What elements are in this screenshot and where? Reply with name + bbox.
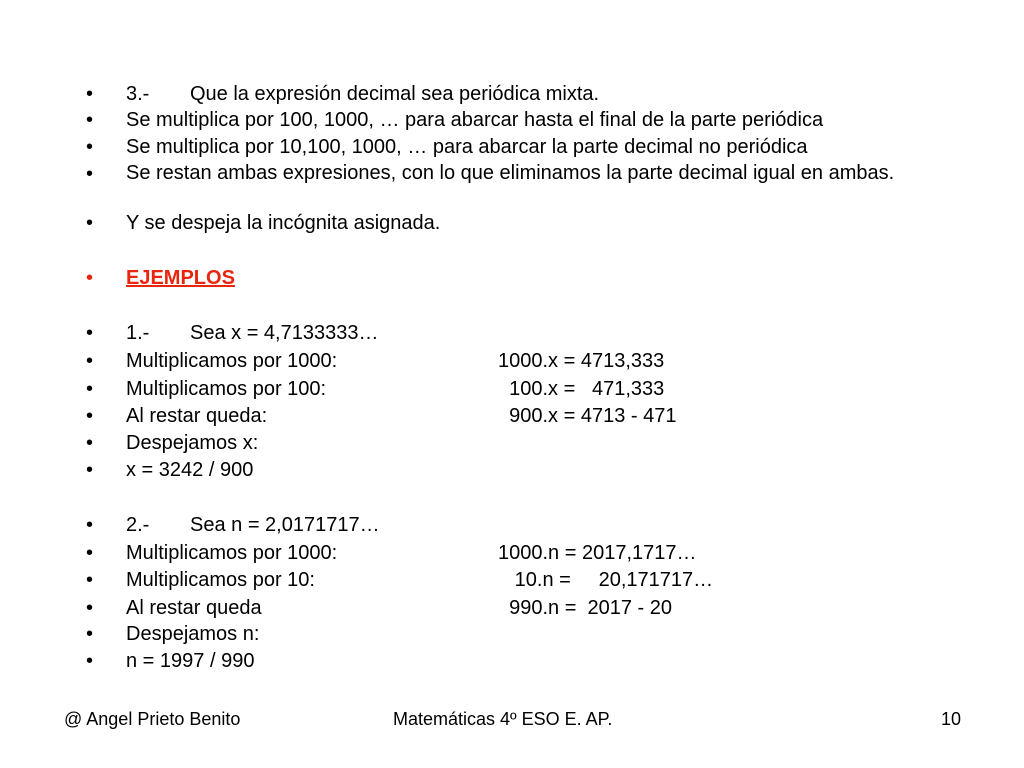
ex2-multiply-2 [0,568,1024,598]
step-value: 10.n = 20,171717… [498,569,714,591]
ex1-definition [0,321,1024,351]
footer-author: @ Angel Prieto Benito [64,709,241,729]
ex2-solve [0,622,1024,652]
ex2-definition [0,513,1024,543]
ex1-solve [0,431,1024,461]
bullet: • [86,212,94,234]
bullet: • [86,83,94,105]
intro-line-4 [0,162,1024,210]
examples-heading: EJEMPLOS [126,267,235,289]
bullet: • [86,432,94,454]
intro-text: Se multiplica por 10,100, 1000, … para abarcar la parte decimal no periódica [126,136,808,158]
bullet: • [86,623,94,645]
bullet: • [86,405,94,427]
bullet: • [86,136,94,158]
bullet: • [86,514,94,536]
examples-heading-line [0,266,1024,296]
bullet: • [86,267,94,289]
step-value: 1000.x = 4713,333 [498,350,665,372]
intro-text: Y se despeja la incógnita asignada. [126,212,441,234]
bullet: • [86,597,94,619]
intro-text: Se multiplica por 100, 1000, … para abarcar hasta el final de la parte periódica [126,109,824,131]
bullet: • [86,322,94,344]
result-value: x = 3242 / 900 [126,459,254,481]
bullet: • [86,350,94,372]
ex1-multiply-1 [0,349,1024,379]
bullet: • [86,569,94,591]
footer-course: Matemáticas 4º ESO E. AP. [393,709,613,729]
step-label: Multiplicamos por 1000: [126,350,338,372]
ex1-subtract [0,404,1024,434]
bullet: • [86,650,94,672]
step-label: Despejamos x: [126,432,259,454]
step-label: Al restar queda: [126,405,268,427]
step-number: 3.- [126,83,150,105]
step-label: Multiplicamos por 100: [126,378,327,400]
step-value: 100.x = 471,333 [498,378,665,400]
intro-line-5 [0,211,1024,241]
bullet: • [86,378,94,400]
step-value: 900.x = 4713 - 471 [498,405,677,427]
footer-page-number: 10 [941,709,962,729]
step-label: Multiplicamos por 1000: [126,542,338,564]
ex2-multiply-1 [0,541,1024,571]
ex2-result [0,649,1024,679]
bullet: • [86,459,94,481]
step-text: Que la expresión decimal sea periódica mixta. [190,83,600,105]
result-value: n = 1997 / 990 [126,650,255,672]
intro-line-2 [0,108,1024,138]
step-label: Multiplicamos por 10: [126,569,315,591]
step-label: Despejamos n: [126,623,260,645]
ex1-result [0,458,1024,488]
ex1-multiply-2 [0,377,1024,407]
step-value: 1000.n = 2017,1717… [498,542,697,564]
bullet: • [86,542,94,564]
bullet: • [86,163,94,185]
step-label: Al restar queda [126,597,262,619]
example-definition: Sea n = 2,0171717… [190,514,380,536]
intro-text: Se restan ambas expresiones, con lo que eliminamos la parte decimal igual en ambas. [126,162,895,184]
example-number: 1.- [126,322,150,344]
step-value: 990.n = 2017 - 20 [498,597,673,619]
intro-line-3 [0,135,1024,165]
example-number: 2.- [126,514,150,536]
example-definition: Sea x = 4,7133333… [190,322,379,344]
bullet: • [86,109,94,131]
